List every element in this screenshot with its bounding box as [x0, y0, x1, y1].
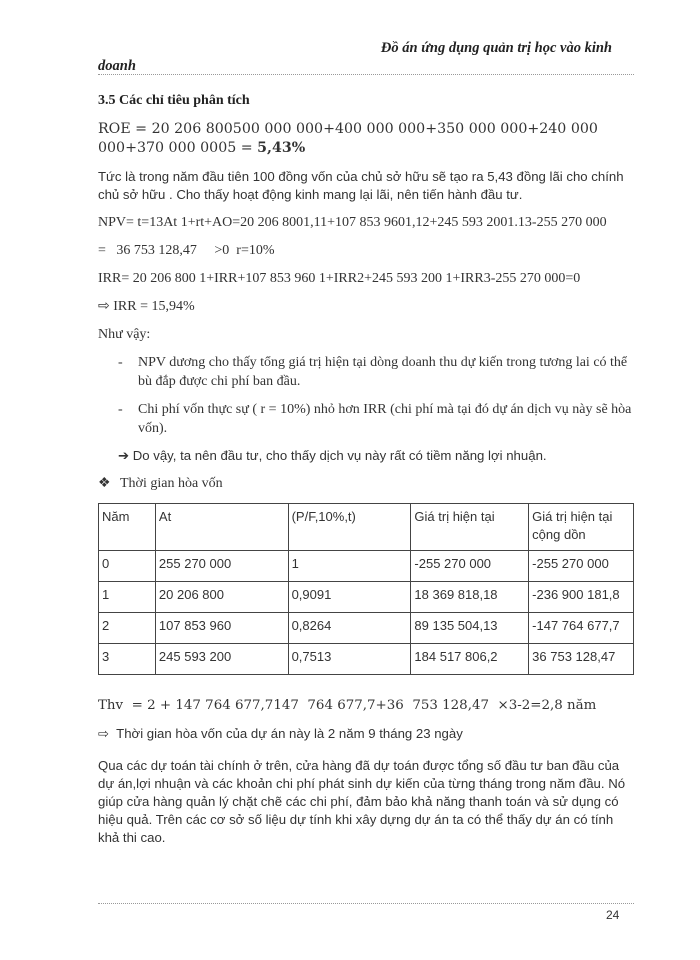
point-text: NPV dương cho thấy tổng giá trị hiện tại dòng doanh thu dự kiến trong tương lai có thể bù đắp được chi phí ban đầu. [138, 355, 628, 389]
table-cell: 36 753 128,47 [529, 644, 634, 675]
table-cell: -255 270 000 [411, 551, 529, 582]
section-title: 3.5 Các chỉ tiêu phân tích [98, 93, 250, 108]
diamond-bullet-icon: ❖ [98, 476, 111, 491]
roe-formula [98, 120, 634, 158]
table-cell: -147 764 677,7 [529, 613, 634, 644]
list-item [98, 353, 634, 391]
table-cell: 107 853 960 [155, 613, 288, 644]
table-cell: 245 593 200 [155, 644, 288, 675]
npv-result: = 36 753 128,47 >0 r=10% [98, 243, 275, 258]
nhu-vay-label: Như vậy: [98, 327, 151, 342]
table-cell: 1 [288, 551, 411, 582]
table-cell: 1 [99, 582, 156, 613]
table-cell: 20 206 800 [155, 582, 288, 613]
list-item [98, 400, 634, 438]
table-cell: 0,9091 [288, 582, 411, 613]
dash-bullet: - [118, 402, 123, 417]
thv-result: Thời gian hòa vốn của dự án này là 2 năm 9 tháng 23 ngày [116, 726, 463, 741]
thv-formula: Thv = 2 + 147 764 677,7147 764 677,7+36 753 128,47 ×3-2=2,8 năm [98, 698, 597, 713]
table-cell: 89 135 504,13 [411, 613, 529, 644]
header-divider [98, 74, 634, 75]
table-header-cell: Giá trị hiện tại cộng dồn [529, 504, 634, 551]
analysis-points [98, 353, 634, 438]
table-header-cell: (P/F,10%,t) [288, 504, 411, 551]
dash-bullet: - [118, 355, 123, 370]
arrow-right-icon: ⇨ [98, 726, 110, 741]
table-header-cell: Năm [99, 504, 156, 551]
roe-result: 5,43% [257, 140, 306, 156]
table-cell: -236 900 181,8 [529, 582, 634, 613]
breakeven-heading [98, 474, 634, 493]
breakeven-title: Thời gian hòa vốn [120, 476, 223, 491]
conclusion-text: Do vậy, ta nên đầu tư, cho thấy dịch vụ này rất có tiềm năng lợi nhuận. [132, 448, 547, 463]
irr-result: IRR = 15,94% [113, 299, 195, 314]
header-title-line1: Đồ án ứng dụng quản trị học vào kinh [380, 40, 612, 56]
arrow-icon: ➔ [118, 448, 130, 463]
table-cell: 184 517 806,2 [411, 644, 529, 675]
roe-expression: ROE = 20 206 800500 000 000+400 000 000+350 000 000+240 000 000+370 000 0005 = [98, 121, 598, 156]
header-title-line2: doanh [98, 58, 136, 74]
table-header-row [99, 504, 634, 551]
table-cell: 255 270 000 [155, 551, 288, 582]
breakeven-table [98, 503, 634, 675]
table-header-cell: At [155, 504, 288, 551]
irr-result-line [98, 297, 634, 316]
table-cell: 18 369 818,18 [411, 582, 529, 613]
table-cell: 3 [99, 644, 156, 675]
table-row [99, 582, 634, 613]
table-header-cell: Giá trị hiện tại [411, 504, 529, 551]
roe-explanation: Tức là trong năm đầu tiên 100 đồng vốn của chủ sở hữu sẽ tạo ra 5,43 đồng lãi cho chính chủ sở hữu . Cho thấy hoạt động kinh mang lại lãi, nên tiến hành đầu tư. [98, 169, 624, 202]
npv-formula: NPV= t=13At 1+rt+AO=20 206 8001,11+107 853 9601,12+245 593 2001.13-255 270 000 [98, 215, 607, 230]
point-text: Chi phí vốn thực sự ( r = 10%) nhỏ hơn IRR (chi phí mà tại đó dự án dịch vụ này sẽ hòa vốn). [138, 402, 632, 436]
table-cell: 0,7513 [288, 644, 411, 675]
page-number: 24 [606, 908, 620, 922]
thv-result-line [98, 725, 634, 743]
table-cell: 0,8264 [288, 613, 411, 644]
final-paragraph: Qua các dự toán tài chính ở trên, cửa hàng đã dự toán được tổng số đầu tư ban đầu của dự án,lợi nhuận và các khoản chi phí phát sinh dự kiến của từng tháng trong năm đầu. Nó giúp cửa hàng quản lý chặt chẽ các chi phí, đảm bảo khả năng thanh toán và sử dụng có hiệu quả. Trên các cơ sở số liệu dự tính khi xây dựng dự án ta có thể thấy dự án có tính khả thi cao. [98, 758, 626, 845]
page-header [98, 38, 634, 78]
conclusion-line [98, 447, 634, 465]
footer-divider [98, 903, 634, 904]
table-row [99, 613, 634, 644]
table-cell: 0 [99, 551, 156, 582]
page-content [98, 92, 634, 856]
table-row [99, 551, 634, 582]
irr-formula: IRR= 20 206 800 1+IRR+107 853 960 1+IRR2+245 593 200 1+IRR3-255 270 000=0 [98, 271, 581, 286]
table-row [99, 644, 634, 675]
table-cell: 2 [99, 613, 156, 644]
table-cell: -255 270 000 [529, 551, 634, 582]
arrow-right-icon: ⇨ [98, 299, 110, 314]
